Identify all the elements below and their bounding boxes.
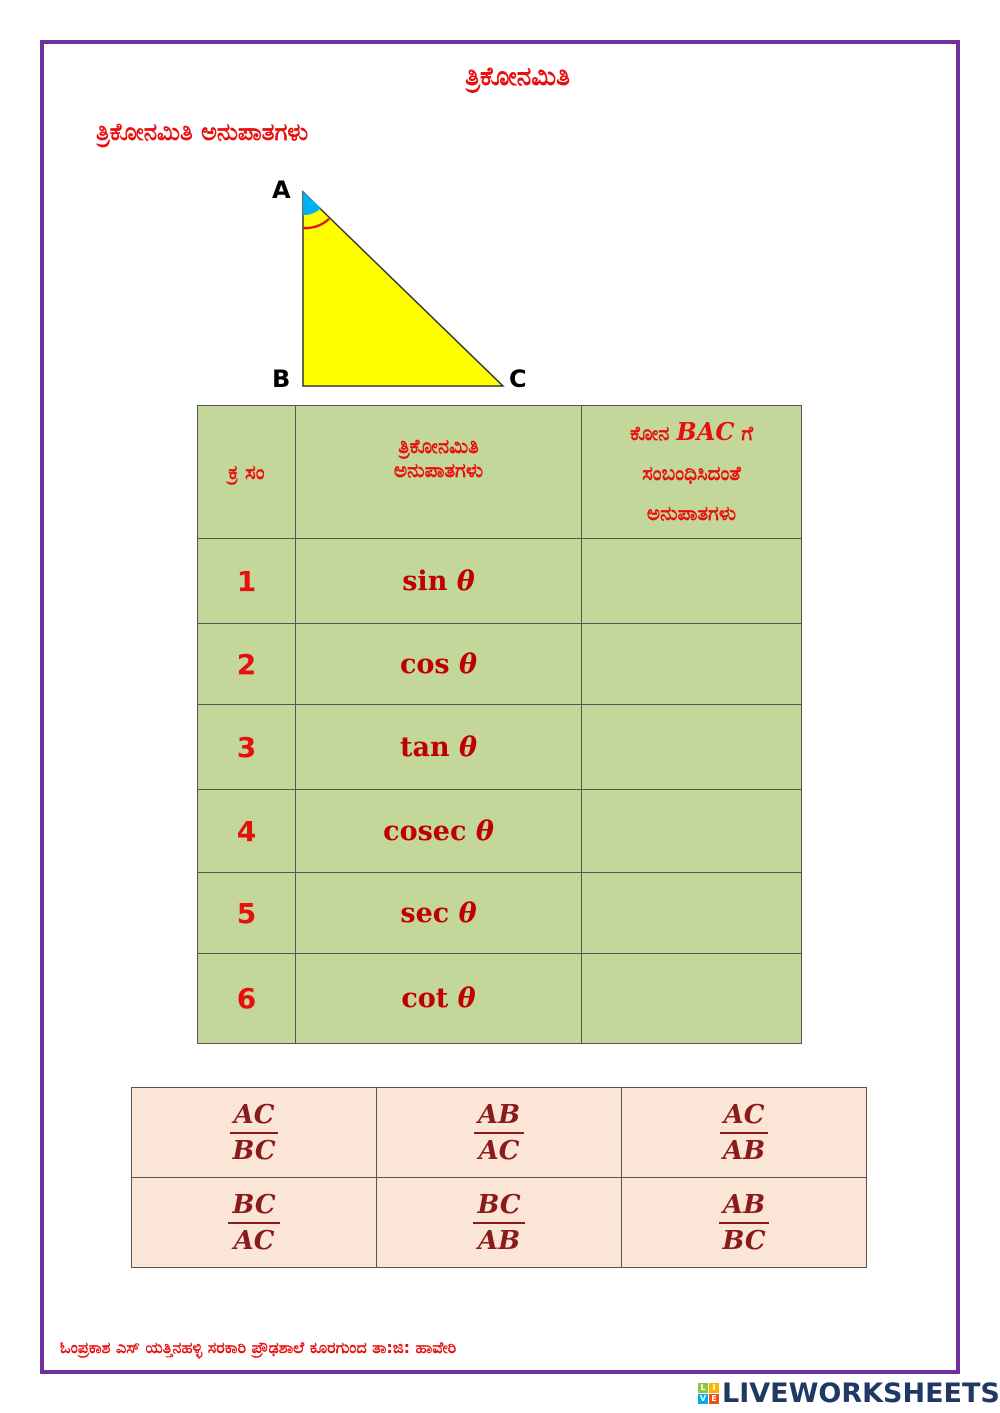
answer-drop-cell[interactable] [582,624,802,705]
ratio-option[interactable] [377,1178,622,1268]
vertex-c-label: C [509,365,527,393]
ratio-option[interactable] [132,1088,377,1178]
row-number: 4 [198,790,296,873]
ratio-name: cos θ [296,624,582,705]
table-row [198,624,802,705]
answer-drop-cell[interactable] [582,873,802,954]
answer-options-table [131,1087,867,1268]
ratio-name: sin θ [296,539,582,624]
options-row [132,1178,867,1268]
answer-drop-cell[interactable] [582,954,802,1044]
ratio-option[interactable] [377,1088,622,1178]
answer-drop-cell[interactable] [582,539,802,624]
ratio-option[interactable] [132,1178,377,1268]
ratio-name: cosec θ [296,790,582,873]
fraction: $\frac{AC}{BC}$ [230,1100,279,1166]
header-bac-ratios: ಕೋನ BAC ಗೆ ಸಂಬಂಧಿಸಿದಂತೆ ಅನುಪಾತಗಳು [582,406,802,539]
answer-drop-cell[interactable] [582,790,802,873]
liveworksheets-logo: L I V E LIVEWORKSHEETS [699,1378,1000,1409]
page-title: ತ್ರಿಕೋನಮಿತಿ [465,62,570,92]
row-number: 1 [198,539,296,624]
ratio-name: tan θ [296,705,582,790]
ratio-name: cot θ [296,954,582,1044]
ratio-option[interactable] [622,1178,867,1268]
vertex-a-label: A [272,176,291,204]
ratios-table [197,405,802,1044]
footer-credit: ಓಂಪ್ರಕಾಶ ಎಸ್ ಯತ್ತಿನಹಳ್ಳಿ ಸರಕಾರಿ ಪ್ರೌಢಶಾಲೆ ಕೂರಗುಂದ ತಾ:ಜಿ: ಹಾವೇರಿ [60,1338,457,1357]
table-row [198,705,802,790]
table-row [198,873,802,954]
row-number: 5 [198,873,296,954]
ratio-option[interactable] [622,1088,867,1178]
row-number: 3 [198,705,296,790]
fraction: $\frac{BC}{AC}$ [228,1190,279,1256]
fraction: $\frac{AB}{AC}$ [474,1100,524,1166]
header-serial: ಕ್ರ ಸಂ [198,406,296,539]
subtitle: ತ್ರಿಕೋನಮಿತಿ ಅನುಪಾತಗಳು [96,118,309,146]
logo-icon: L I V E [698,1383,719,1404]
fraction: $\frac{BC}{AB}$ [473,1190,524,1256]
header-ratios: ತ್ರಿಕೋನಮಿತಿ ಅನುಪಾತಗಳು [296,406,582,539]
options-row [132,1088,867,1178]
right-triangle-diagram [0,0,1000,400]
ratio-name: sec θ [296,873,582,954]
row-number: 2 [198,624,296,705]
vertex-b-label: B [272,365,291,393]
table-row [198,790,802,873]
answer-drop-cell[interactable] [582,705,802,790]
table-row [198,954,802,1044]
fraction: $\frac{AB}{BC}$ [719,1190,769,1256]
row-number: 6 [198,954,296,1044]
fraction: $\frac{AC}{AB}$ [720,1100,769,1166]
table-row [198,539,802,624]
